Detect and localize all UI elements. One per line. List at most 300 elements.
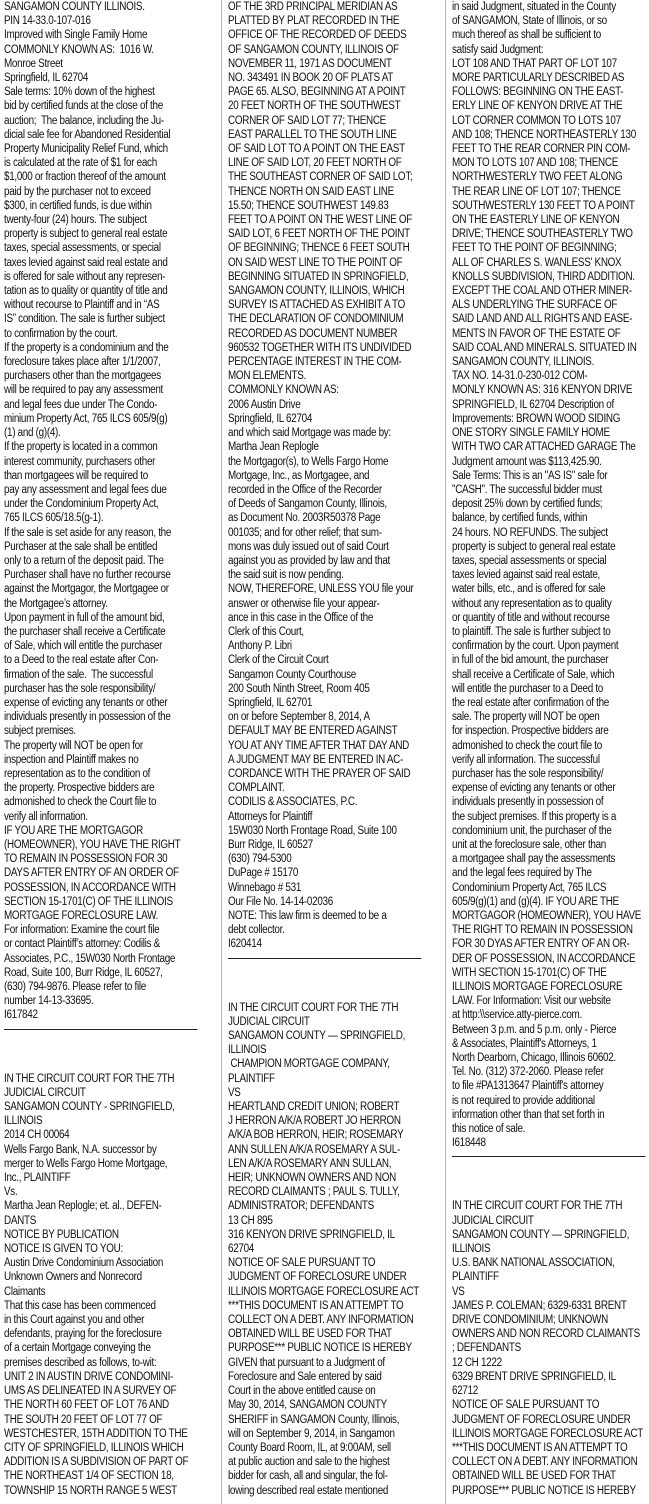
notice-line: MON TO LOTS 107 AND 108; THENCE (452, 157, 619, 170)
notice-line: (1) and (g)(4). (4, 427, 61, 440)
notice-line: unit at the foreclosure sale, other than (452, 838, 607, 851)
notice-line: the property. Prospective bidders are (4, 782, 155, 795)
notice-line: condominium unit, the purchaser of the (452, 824, 612, 837)
notice-line: ILLINOIS MORTGAGE FORECLOSURE ACT (452, 1427, 644, 1440)
notice-line: A/K/A BOB HERRON, HEIR; ROSEMARY (228, 1129, 404, 1142)
notice-line: ***THIS DOCUMENT IS AN ATTEMPT TO (228, 1299, 404, 1312)
notice-line: without recourse to Plaintiff and in “AS (4, 299, 160, 312)
notice-line: ILLINOIS (228, 1044, 267, 1057)
notice-line: Martha Jean Replogle; et. al., DEFEN- (4, 1200, 162, 1213)
notice-line: NOVEMBER 11, 1971 AS DOCUMENT (228, 57, 392, 70)
notice-line: defendants, praying for the foreclosure (4, 1328, 162, 1341)
notice-line: deposit 25% down by certified funds; (452, 498, 603, 511)
notice-line: ON THE EASTERLY LINE OF KENYON (452, 214, 620, 227)
notice-line: Purchaser at the sale shall be entitled (4, 540, 158, 553)
notice-line: Purchaser shall have no further recourse (4, 569, 171, 582)
notice-line: MORTGAGE FORECLOSURE LAW. (4, 910, 159, 922)
notice-separator (228, 958, 422, 959)
notice-line: (630) 794-9876. Please refer to file (4, 981, 147, 994)
notice-line: to file #PA1313647 Plaintiff's attorney (452, 1080, 604, 1093)
notice-line: HEARTLAND CREDIT UNION; ROBERT (228, 1101, 400, 1114)
notice-line: will entitle the purchaser to a Deed to (452, 682, 603, 695)
notice-line: is offered for sale without any represen- (4, 270, 166, 283)
notice-line: OWNERS AND NON RECORD CLAIMANTS (452, 1328, 640, 1341)
notice-line: under the Condominium Property Act, (4, 498, 159, 511)
notice-line: OF SANGAMON COUNTY, ILLINOIS OF (228, 43, 399, 56)
column-2 (228, 0, 430, 1498)
notice-line: MONLY KNOWN AS: 316 KENYON DRIVE (452, 384, 633, 397)
notice-line: will be required to pay any assessment (4, 384, 163, 397)
notice-line: "CASH". The successful bidder must (452, 483, 602, 496)
notice-line: Springfield, IL 62704 (4, 72, 89, 85)
notice-line: JAMES P. COLEMAN; 6329-6331 BRENT (452, 1299, 627, 1312)
notice-line: LOT 108 AND THAT PART OF LOT 107 (452, 57, 617, 70)
notice-line: DuPage # 15170 (228, 867, 299, 880)
notice-line: PLAINTIFF (452, 1271, 499, 1284)
notice-line: property is subject to general real estate (4, 228, 168, 241)
notice-line: this notice of sale. (452, 1123, 526, 1136)
notice-line: DRIVE CONDOMINIUM; UNKNOWN (452, 1314, 608, 1327)
notice-line: NOTICE BY PUBLICATION (4, 1228, 119, 1241)
notice-line: If the sale is set aside for any reason, the (4, 526, 172, 539)
notice-line: Clerk of this Court, (228, 625, 304, 638)
notice-line: ON SAID WEST LINE TO THE POINT OF (228, 256, 403, 269)
notice-line: or contact Plaintiff’s attorney: Codilis & (4, 938, 160, 951)
notice-line: JUDICIAL CIRCUIT (228, 1015, 310, 1028)
notice-line: ance in this case in the Office of the (228, 611, 374, 624)
notice-line: THE DECLARATION OF CONDOMINIUM (228, 313, 404, 326)
legal-notice (452, 0, 649, 1150)
notice-line: information other than that set forth in (452, 1108, 605, 1121)
notice-line: COLLECT ON A DEBT. ANY INFORMATION (452, 1456, 638, 1469)
notice-line: ONE STORY SINGLE FAMILY HOME (452, 427, 610, 440)
notice-line: MORTGAGOR (HOMEOWNER), YOU HAVE (452, 910, 642, 922)
notice-line: THENCE NORTH ON SAID EAST LINE (228, 185, 394, 198)
notice-line: THE NORTHEAST 1/4 OF SECTION 18, (4, 1470, 174, 1483)
notice-line: NOW, THEREFORE, UNLESS YOU file your (228, 583, 414, 596)
notice-line: Sale Terms: This is an "AS IS" sale for (452, 469, 608, 482)
notice-line: SANGAMON COUNTY ILLINOIS. (4, 1, 145, 13)
notice-line: SANGAMON COUNTY, ILLINOIS. (452, 356, 595, 369)
notice-line: ALS UNDERLYING THE SURFACE OF (452, 299, 618, 312)
notice-line: to a Deed to the real estate after Con- (4, 654, 159, 667)
notice-line: I620414 (228, 938, 262, 951)
notice-line: only to a return of the deposit paid. The (4, 554, 164, 567)
notice-line: JUDICIAL CIRCUIT (4, 1086, 86, 1099)
notice-line: NOTE: This law firm is deemed to be a (228, 910, 387, 922)
notice-line: at http:\\service.atty-pierce.com. (452, 1009, 582, 1022)
notice-line: WITH TWO CAR ATTACHED GARAGE The (452, 441, 636, 454)
notice-line: dicial sale fee for Abandoned Residential (4, 128, 171, 141)
notice-line: OF THE 3RD PRINCIPAL MERIDIAN AS (228, 1, 398, 13)
notice-line: sale. The property will NOT be open (452, 711, 600, 724)
notice-line: ERLY LINE OF KENYON DRIVE AT THE (452, 100, 623, 113)
notice-line: merger to Wells Fargo Home Mortgage, (4, 1157, 168, 1170)
notice-line: verify all information. (4, 810, 88, 823)
notice-line: twenty-four (24) hours. The subject (4, 214, 147, 227)
notice-line: interest community, purchasers other (4, 455, 156, 468)
notice-line: OF SAID LOT TO A POINT ON THE EAST (228, 143, 405, 156)
notice-line: minium Property Act, 765 ILCS 605/9(g) (4, 412, 168, 425)
notice-line: NORTHWESTERLY TWO FEET ALONG (452, 171, 623, 184)
notice-line: PLAINTIFF (228, 1072, 275, 1085)
notice-line: Road, Suite 100, Burr Ridge, IL 60527, (4, 966, 163, 979)
notice-line: on or before September 8, 2014, A (228, 711, 370, 724)
notice-line: tation as to quality or quantity of title and (4, 285, 168, 298)
notice-line: DRIVE; THENCE SOUTHEASTERLY TWO (452, 228, 633, 241)
notice-line: DER OF POSSESSION, IN ACCORDANCE (452, 952, 636, 965)
notice-line: recorded in the Office of the Recorder (228, 483, 382, 496)
notice-line: Mortgage, Inc., as Mortgagee, and (228, 469, 370, 482)
notice-line: North Dearborn, Chicago, Illinois 60602. (452, 1052, 616, 1065)
notice-line: Winnebago # 531 (228, 881, 302, 894)
notice-line: and the legal fees required by The (452, 867, 592, 880)
notice-line: 62704 (228, 1243, 255, 1256)
notice-line: admonished to check the Court file to (4, 796, 157, 809)
notice-line: shall receive a Certificate of Sale, which (452, 668, 615, 681)
notice-line: SAID LAND AND ALL RIGHTS AND EASE- (452, 313, 633, 326)
legal-notice (452, 1199, 649, 1497)
notice-line: balance, by certified funds, within (452, 512, 588, 525)
notice-line: IF YOU ARE THE MORTGAGOR (4, 824, 143, 837)
notice-line: DEFAULT MAY BE ENTERED AGAINST (228, 725, 398, 738)
notice-line: SANGAMON COUNTY, ILLINOIS, WHICH (228, 285, 405, 298)
notice-line: will on September 9, 2014, in Sangamon (228, 1427, 395, 1440)
notice-line: Upon payment in full of the amount bid, (4, 611, 165, 624)
notice-line: MENTS IN FAVOR OF THE ESTATE OF (452, 327, 621, 340)
notice-line: foreclosure takes place after 1/1/2007, (4, 356, 161, 369)
notice-line: the real estate after confirmation of the (452, 696, 609, 709)
notice-line: 15.50; THENCE SOUTHWEST 149.83 (228, 199, 389, 212)
notice-line: the said suit is now pending. (228, 569, 344, 582)
notice-line: SAID COAL AND MINERALS. SITUATED IN (452, 341, 637, 354)
notice-separator (4, 1029, 198, 1030)
notice-line: NOTICE IS GIVEN TO YOU: (4, 1243, 123, 1256)
notice-line: DANTS (4, 1214, 37, 1227)
notice-line: Burr Ridge, IL 60527 (228, 838, 313, 851)
notice-line: If the property is a condominium and the (4, 341, 169, 354)
notice-line: against you as provided by law and that (228, 554, 391, 567)
notice-line: WESTCHESTER, 15TH ADDITION TO THE (4, 1427, 188, 1440)
notice-line: THE SOUTH 20 FEET OF LOT 77 OF (4, 1413, 163, 1426)
notice-line: number 14-13-33695. (4, 995, 94, 1008)
notice-line: COLLECT ON A DEBT. ANY INFORMATION (228, 1314, 414, 1327)
notice-line: satisfy said Judgment: (452, 43, 544, 56)
notice-line: in this Court against you and other (4, 1314, 145, 1327)
notice-line: of Sale, which will entitle the purchaser (4, 640, 163, 653)
notice-line: Springfield, IL 62701 (228, 696, 313, 709)
notice-line: of Deeds of Sangamon County, Illinois, (228, 498, 387, 511)
notice-line: VS (228, 1086, 241, 1099)
notice-line: Clerk of the Circuit Court (228, 654, 329, 667)
notice-line: $1,000 or fraction thereof of the amount (4, 171, 166, 184)
notice-line: LAW. For Information: Visit our website (452, 995, 611, 1008)
notice-line: TO REMAIN IN POSSESSION FOR 30 (4, 853, 168, 866)
notice-line: Springfield, IL 62704 (228, 412, 313, 425)
notice-line: SPRINGFIELD, IL 62704 Description of (452, 398, 614, 411)
notice-line: water bills, etc., and is offered for sale (452, 583, 606, 596)
notice-line: Attorneys for Plaintiff (228, 810, 313, 823)
notice-line: $300, in certified funds, is due within (4, 199, 152, 212)
notice-line: the subject premises. If this property is a (452, 810, 617, 823)
notice-line: RECORDED AS DOCUMENT NUMBER (228, 327, 398, 340)
notice-line: I618448 (452, 1137, 486, 1150)
notice-line: Sale terms: 10% down of the highest (4, 86, 155, 99)
notice-line: NOTICE OF SALE PURSUANT TO (228, 1257, 376, 1270)
notice-line: JUDGMENT OF FORECLOSURE UNDER (228, 1271, 407, 1284)
notice-line: SECTION 15-1701(C) OF THE ILLINOIS (4, 895, 173, 908)
notice-line: property is subject to general real estate (452, 540, 616, 553)
notice-line: SANGAMON COUNTY — SPRINGFIELD, (452, 1228, 630, 1241)
notice-line: or quantity of title and without recourse (452, 611, 610, 624)
notice-line: IN THE CIRCUIT COURT FOR THE 7TH (228, 1001, 399, 1014)
notice-line: MON ELEMENTS. (228, 370, 306, 383)
notice-line: Martha Jean Replogle (228, 441, 319, 454)
notice-line: ILLINOIS (452, 1243, 491, 1256)
notice-line: 15W030 North Frontage Road, Suite 100 (228, 824, 397, 837)
notice-line: CORDANCE WITH THE PRAYER OF SAID (228, 767, 411, 780)
notice-separator (452, 1156, 646, 1157)
notice-line: If the property is located in a common (4, 441, 158, 454)
notice-line: OBTAINED WILL BE USED FOR THAT (228, 1328, 392, 1341)
notice-line: the Mortgagor(s), to Wells Fargo Home (228, 455, 389, 468)
notice-line: EXCEPT THE COAL AND OTHER MINER- (452, 285, 632, 298)
notice-line: I617842 (4, 1009, 38, 1022)
notice-gap (452, 1171, 649, 1199)
notice-line: 605/9(g)(1) and (g)(4). IF YOU ARE THE (452, 895, 619, 908)
notice-line: Associates, P.C., 15W030 North Frontage (4, 952, 176, 965)
notice-line: & Associates, Plaintiff's Attorneys, 1 (452, 1037, 597, 1050)
notice-line: THE RIGHT TO REMAIN IN POSSESSION (452, 924, 633, 937)
notice-line: Sangamon County Courthouse (228, 668, 356, 681)
column-3 (452, 0, 649, 1498)
notice-line: County Board Room, IL, at 9:00AM, sell (228, 1441, 391, 1454)
column-divider (445, 0, 446, 1504)
notice-line: JUDGMENT OF FORECLOSURE UNDER (452, 1413, 631, 1426)
notice-line: OFFICE OF THE RECORDED OF DEEDS (228, 29, 407, 42)
notice-line: representation as to the condition of (4, 767, 151, 780)
notice-line: expense of evicting any tenants or other (4, 696, 168, 709)
notice-line: to plaintiff. The sale is further subject to (452, 625, 611, 638)
notice-line: EAST PARALLEL TO THE SOUTH LINE (228, 128, 397, 141)
notice-line: Monroe Street (4, 57, 63, 70)
notice-line: SANGAMON COUNTY - SPRINGFIELD, (4, 1101, 175, 1114)
notice-line: ADDITION IS A SUBDIVISION OF PART OF (4, 1456, 189, 1469)
legal-notice (4, 0, 206, 1023)
notice-line: May 30, 2014, SANGAMON COUNTY (228, 1399, 387, 1412)
notice-line: Vs. (4, 1186, 18, 1199)
notice-line: admonished to check the court file to (452, 739, 602, 752)
notice-line: 20 FEET NORTH OF THE SOUTHWEST (228, 100, 401, 113)
notice-line: firmation of the sale. The successful (4, 668, 153, 681)
notice-line: GIVEN that pursuant to a Judgment of (228, 1356, 385, 1369)
notice-line: answer or otherwise file your appear- (228, 597, 380, 610)
notice-line: KNOLLS SUBDIVISION, THIRD ADDITION. (452, 270, 635, 283)
notice-line: taxes levied against said real estate, (452, 569, 601, 582)
notice-line: THE REAR LINE OF LOT 107; THENCE (452, 185, 621, 198)
notice-line: as Document No. 2003R50378 Page (228, 512, 381, 525)
notice-line: CHAMPION MORTGAGE COMPANY, (228, 1058, 390, 1071)
notice-line: Anthony P. Libri (228, 640, 292, 653)
notice-line: Wells Fargo Bank, N.A. successor by (4, 1143, 157, 1156)
notice-line: against the Mortgagor, the Mortgagee or (4, 583, 169, 596)
notice-line: PAGE 65. ALSO, BEGINNING AT A POINT (228, 86, 406, 99)
notice-line: COMMONLY KNOWN AS: (228, 384, 339, 397)
notice-line: WITH SECTION 15-1701(C) OF THE (452, 966, 607, 979)
notice-line: 316 KENYON DRIVE SPRINGFIELD, IL (228, 1228, 395, 1241)
notice-line: is calculated at the rate of $1 for each (4, 157, 157, 170)
notice-line: Property Municipality Relief Fund, which (4, 143, 168, 156)
notice-line: 765 ILCS 605/18.5(g-1). (4, 512, 104, 525)
notice-line: (630) 794-5300 (228, 853, 292, 866)
notice-line: CORNER OF SAID LOT 77; THENCE (228, 114, 386, 127)
notice-line: taxes, special assessments or special (452, 554, 607, 567)
notice-line: much thereof as shall be sufficient to (452, 29, 601, 42)
notice-line: than mortgagees will be required to (4, 469, 148, 482)
notice-line: 12 CH 1222 (452, 1356, 502, 1369)
notice-line: FEET TO THE POINT OF BEGINNING; (452, 242, 617, 255)
notice-line: PIN 14-33.0-107-016 (4, 15, 91, 28)
notice-line: inspection and Plaintiff makes no (4, 753, 139, 766)
notice-line: FEET TO THE REAR CORNER PIN COM- (452, 143, 631, 156)
notice-line: without any representation as to quality (452, 597, 612, 610)
notice-line: purchaser has the sole responsibility/ (4, 682, 156, 695)
notice-line: JUDICIAL CIRCUIT (452, 1214, 534, 1227)
notice-line: purchaser has the sole responsibility/ (452, 767, 604, 780)
notice-line: Between 3 p.m. and 5 p.m. only - Pierce (452, 1023, 617, 1036)
notice-line: ILLINOIS (4, 1115, 43, 1128)
notice-line: SANGAMON COUNTY — SPRINGFIELD, (228, 1030, 406, 1043)
notice-line: ***THIS DOCUMENT IS AN ATTEMPT TO (452, 1441, 628, 1454)
notice-line: 6329 BRENT DRIVE SPRINGFIELD, IL (452, 1370, 616, 1383)
notice-line: individuals presently in possession of (452, 796, 604, 809)
notice-line: paid by the purchaser not to exceed (4, 185, 151, 198)
notice-line: U.S. BANK NATIONAL ASSOCIATION, (452, 1257, 615, 1270)
notice-line: LOT CORNER COMMON TO LOTS 107 (452, 114, 621, 127)
notice-line: That this case has been commenced (4, 1299, 156, 1312)
notice-line: NO. 343491 IN BOOK 20 OF PLATS AT (228, 72, 394, 85)
notice-line: taxes, special assessments, or special (4, 242, 161, 255)
notice-line: Foreclosure and Sale entered by said (228, 1370, 382, 1383)
notice-line: BEGINNING SITUATED IN SPRINGFIELD, (228, 270, 409, 283)
notice-line: FEET TO A POINT ON THE WEST LINE OF (228, 214, 413, 227)
notice-line: a mortgagee shall pay the assessments (452, 853, 616, 866)
notice-line: ILLINOIS MORTGAGE FORECLOSURE ACT (228, 1285, 420, 1298)
notice-line: UNIT 2 IN AUSTIN DRIVE CONDOMINI- (4, 1370, 174, 1383)
legal-notice (228, 1001, 430, 1498)
notice-line: IN THE CIRCUIT COURT FOR THE 7TH (452, 1200, 623, 1213)
notice-line: subject premises. (4, 725, 76, 738)
notice-line: A JUDGMENT MAY BE ENTERED IN AC- (228, 753, 404, 766)
notice-line: 62712 (452, 1385, 479, 1398)
notice-line: NOTICE OF SALE PURSUANT TO (452, 1399, 600, 1412)
notice-line: Inc., PLAINTIFF (4, 1172, 71, 1185)
notice-line: TOWNSHIP 15 NORTH RANGE 5 WEST (4, 1484, 177, 1497)
notice-line: purchasers other than the mortgagees (4, 370, 161, 383)
notice-line: ; DEFENDANTS (452, 1342, 521, 1355)
notice-line: Austin Drive Condominium Association (4, 1257, 164, 1270)
notice-line: 24 hours. NO REFUNDS. The subject (452, 526, 608, 539)
notice-line: SHERIFF in SANGAMON County, Illinois, (228, 1413, 400, 1426)
notice-line: Improvements: BROWN WOOD SIDING (452, 412, 621, 425)
notice-line: the purchaser shall receive a Certificate (4, 625, 166, 638)
notice-line: TAX NO. 14-31.0-230-012 COM- (452, 370, 588, 383)
notice-line: IS” condition. The sale is further subject (4, 313, 165, 326)
notice-line: J HERRON A/K/A ROBERT JO HERRON (228, 1115, 401, 1128)
notice-line: VS (452, 1285, 465, 1298)
notice-line: pay any assessment and legal fees due (4, 483, 167, 496)
notice-line: POSSESSION, IN ACCORDANCE WITH (4, 881, 176, 894)
notice-line: For information: Examine the court file (4, 924, 160, 937)
notice-line: taxes levied against said real estate and (4, 256, 168, 269)
notice-line: MORE PARTICULARLY DESCRIBED AS (452, 72, 625, 85)
notice-line: FOR 30 DYAS AFTER ENTRY OF AN OR- (452, 938, 630, 951)
notice-line: premises described as follows, to-wit: (4, 1356, 157, 1369)
notice-line: ANN SULLEN A/K/A ROSEMARY A SUL- (228, 1143, 400, 1156)
notice-line: debt collector. (228, 924, 285, 937)
notice-line: Judgment amount was $113,425.90. (452, 455, 602, 468)
notice-line: Our File No. 14-14-02036 (228, 895, 333, 908)
notice-line: and which said Mortgage was made by: (228, 427, 391, 440)
notice-line: The property will NOT be open for (4, 739, 143, 752)
notice-line: AND 108; THENCE NORTHEASTERLY 130 (452, 128, 636, 141)
legal-notice (228, 0, 430, 952)
notice-line: RECORD CLAIMANTS ; PAUL S. TULLY, (228, 1186, 400, 1199)
notice-line: PURPOSE*** PUBLIC NOTICE IS HEREBY (452, 1484, 636, 1497)
notice-line: for inspection. Prospective bidders are (452, 725, 609, 738)
notice-line: COMPLAINT. (228, 782, 285, 795)
notice-line: SURVEY IS ATTACHED AS EXHIBIT A TO (228, 299, 406, 312)
notice-line: and legal fees due under The Condo- (4, 398, 158, 411)
legal-notice (4, 1072, 206, 1498)
column-1 (4, 0, 206, 1498)
notice-line: UMS AS DELINEATED IN A SURVEY OF (4, 1385, 177, 1398)
notice-line: COMMONLY KNOWN AS: 1016 W. (4, 43, 154, 56)
notice-line: LEN A/K/A ROSEMARY ANN SULLAN, (228, 1157, 392, 1170)
notice-line: of SANGAMON, State of Illinois, or so (452, 15, 607, 28)
notice-line: 200 South Ninth Street, Room 405 (228, 682, 370, 695)
notice-line: PURPOSE*** PUBLIC NOTICE IS HEREBY (228, 1342, 412, 1355)
notice-line: DAYS AFTER ENTRY OF AN ORDER OF (4, 867, 179, 880)
notice-line: at public auction and sale to the highest (228, 1456, 390, 1469)
notice-line: is not required to provide additional (452, 1094, 595, 1107)
notice-line: THE NORTH 60 FEET OF LOT 76 AND (4, 1399, 169, 1412)
notice-line: bid by certified funds at the close of the (4, 100, 163, 113)
notice-line: ILLINOIS MORTGAGE FORECLOSURE (452, 981, 623, 994)
notice-line: SOUTHWESTERLY 130 FEET TO A POINT (452, 199, 635, 212)
notice-line: to confirmation by the court. (4, 327, 118, 340)
notice-line: the Mortgagee’s attorney. (4, 597, 108, 610)
notice-line: HEIR; UNKNOWN OWNERS AND NON (228, 1172, 396, 1185)
notice-line: Unknown Owners and Nonrecord (4, 1271, 142, 1284)
notice-line: individuals presently in possession of the (4, 711, 171, 724)
notice-line: 2014 CH 00064 (4, 1129, 70, 1142)
notice-line: mons was duly issued out of said Court (228, 540, 389, 553)
notice-line: lowing described real estate mentioned (228, 1484, 389, 1497)
notice-line: YOU AT ANY TIME AFTER THAT DAY AND (228, 739, 410, 752)
notice-line: Court in the above entitled cause on (228, 1385, 376, 1398)
notice-line: CODILIS & ASSOCIATES, P.C. (228, 796, 358, 809)
notice-line: CITY OF SPRINGFIELD, ILLINOIS WHICH (4, 1441, 184, 1454)
notice-line: PLATTED BY PLAT RECORDED IN THE (228, 15, 400, 28)
notice-line: PERCENTAGE INTEREST IN THE COM- (228, 356, 402, 369)
notice-line: verify all information. The successful (452, 753, 600, 766)
notice-line: in said Judgment, situated in the County (452, 1, 616, 13)
notice-line: Claimants (4, 1285, 46, 1298)
notice-gap (228, 973, 430, 1001)
notice-line: 001035; and for other relief; that sum- (228, 526, 382, 539)
column-divider (221, 0, 222, 1504)
